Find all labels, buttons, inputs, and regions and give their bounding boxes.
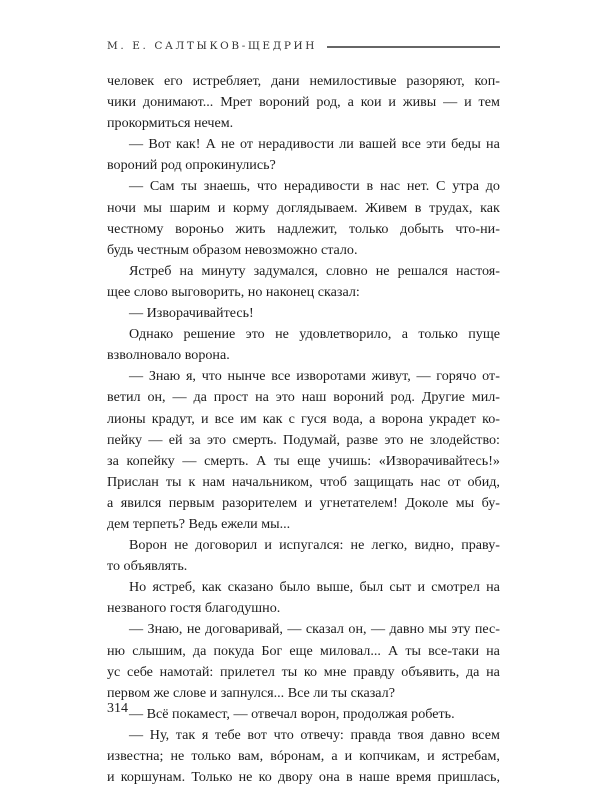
text-line: — Всё покамест, — отвечал ворон, продолжая робеть.: [129, 705, 455, 722]
text-line: — Знаю я, что нынче все изворотами живут, — горячо от-: [129, 368, 500, 385]
text-line: первом же слове и запнулся... Все ли ты сказал?: [107, 684, 395, 701]
text-line: Ворон не договорил и испугался: не легко, видно, праву-: [129, 537, 500, 554]
running-header: [107, 36, 500, 56]
text-line: — Знаю, не договаривай, — сказал он, — давно мы эту пес-: [129, 621, 500, 638]
text-line: чики донимают... Мрет вороний род, а кои и живы — и тем: [107, 94, 500, 111]
page-number: 314: [107, 701, 128, 716]
text-line: и коршунам. Только не ко двору она в наше время пришлась,: [107, 769, 500, 786]
text-line: незваного гостя благодушно.: [107, 600, 281, 617]
text-line: будь честным образом невозможно стало.: [107, 241, 358, 258]
text-line: пейку — ей за это смерть. Подумай, разве это не злодейство:: [107, 431, 500, 448]
text-line: — Вот как! А не от нерадивости ли вашей все эти беды на: [129, 136, 500, 153]
text-line: Однако решение это не удовлетворило, а только пуще: [129, 326, 500, 343]
text-line: ню слышим, да покуда Бог еще миловал... А ты все-таки на: [107, 642, 500, 659]
text-line: взволновало ворона.: [107, 347, 230, 364]
text-line: дем терпеть? Ведь ежели мы...: [107, 515, 291, 532]
text-line: ус себе намотай: прилетел ты ко мне правду объявить, да на: [107, 663, 500, 680]
text-line: человек его истребляет, дани немилостивые разоряют, коп-: [107, 73, 500, 89]
text-line: то объявлять.: [107, 558, 188, 575]
text-line: прокормиться нечем.: [107, 115, 234, 132]
text-line: лионы крадут, и все им как с гуся вода, а ворона украдет ко-: [107, 410, 500, 427]
running-title: М. Е. САЛТЫКОВ-ЩЕДРИН: [107, 40, 318, 52]
text-line: Но ястреб, как сказано было выше, был сыт и смотрел на: [129, 579, 500, 596]
text-line: честному вороньо жить надлежит, только добыть что-ни-: [107, 220, 500, 237]
text-line: вороний род опрокинулись?: [107, 157, 276, 174]
text-line: ветил он, — да прост на это наш вороний род. Другие мил-: [107, 389, 500, 406]
text-line: — Сам ты знаешь, что нерадивости в нас нет. С утра до: [129, 178, 500, 195]
body-text: [107, 71, 500, 788]
text-line: ночи мы шарим и корму доглядываем. Живем в трудах, как: [107, 199, 500, 216]
text-line: Ястреб на минуту задумался, словно не решался настоя-: [129, 262, 500, 279]
text-line: — Изворачивайтесь!: [129, 305, 254, 322]
text-line: Прислан ты к нам начальником, чтоб защищать нас от обид,: [107, 473, 500, 490]
text-line: — Ну, так я тебе вот что отвечу: правда твоя давно всем: [129, 726, 500, 743]
header-rule: [327, 46, 500, 48]
text-line: щее слово выговорить, но наконец сказал:: [107, 283, 360, 300]
text-line: а явился первым разорителем и угнетателем! Доколе мы бу-: [107, 494, 500, 511]
text-line: известна; не только вам, вóронам, а и копчикам, и ястребам,: [107, 748, 500, 764]
text-line: за копейку — смерть. А ты еще учишь: «Изворачивайтесь!»: [107, 452, 500, 469]
